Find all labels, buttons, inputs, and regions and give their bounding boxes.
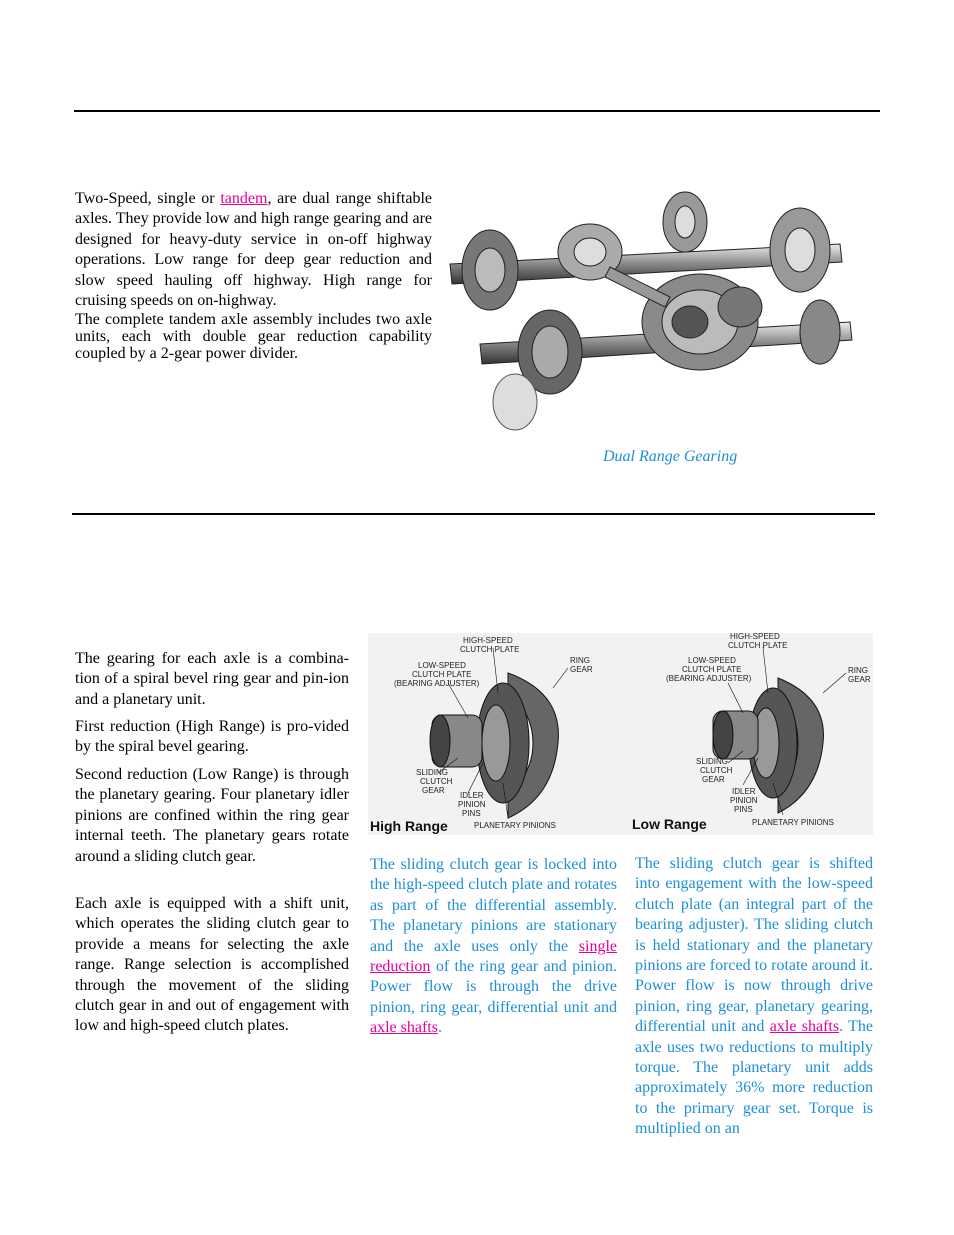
high-label-sl2: CLUTCH [420, 777, 453, 786]
high-range-text-2: of the ring gear and pinion. Power flow is through the drive pinion, ring gear, differential unit and [370, 958, 617, 1016]
single-reduction-link[interactable]: single reduction [370, 937, 617, 976]
high-label-hs1: HIGH-SPEED [463, 636, 513, 645]
axle-shafts-link-2[interactable]: axle shafts [769, 1018, 840, 1036]
low-range-diagram [632, 633, 871, 832]
low-label-sl1: SLIDING [696, 757, 729, 766]
high-range-text-1: The sliding clutch gear is locked into the high-speed clutch plate and rotates as part of the differential assembly. The planetary pinions are stationary and the axle uses only the [370, 856, 617, 955]
intro-text-start: Two-Speed, single or [75, 190, 221, 207]
high-label-sl1: SLIDING [416, 768, 449, 777]
high-range-diagram [370, 636, 593, 834]
low-label-ring1: RING [848, 666, 868, 675]
high-label-id1: IDLER [460, 791, 484, 800]
low-range-title: Low Range [632, 816, 707, 832]
low-label-id2: PINION [730, 796, 758, 805]
tandem-axle-illustration [440, 172, 860, 437]
low-range-text-1: The sliding clutch gear is shifted into engagement with the low-speed clutch plate (an integral part of the bearing adjuster). The sliding clutch is held stationary and the planetary pinions are forced to rotate around it. Power flow is now through drive pinion, ring gear, planetary gearing, differential unit and [635, 855, 873, 1036]
low-label-hs1: HIGH-SPEED [730, 633, 780, 641]
low-label-hs2: CLUTCH PLATE [728, 641, 788, 650]
high-range-description [370, 855, 617, 1039]
section-rule [72, 513, 875, 515]
low-label-id1: IDLER [732, 787, 756, 796]
tandem-assembly-paragraph: The complete tandem axle assembly includes two axle units, each with double gear reduction capability coupled by a 2-gear power divider. [75, 311, 432, 362]
low-label-id3: PINS [734, 805, 753, 814]
figure-caption: Dual Range Gearing [603, 448, 738, 465]
high-label-id3: PINS [462, 809, 481, 818]
gearing-paragraph: The gearing for each axle is a combina-tion of a spiral bevel ring gear and pin-ion and a planetary unit. [75, 650, 349, 708]
low-range-description [635, 854, 873, 1140]
high-label-planet: PLANETARY PINIONS [474, 821, 556, 830]
tandem-link[interactable]: tandem [220, 190, 268, 207]
intro-paragraph [75, 189, 432, 311]
high-label-ring2: GEAR [570, 665, 593, 674]
shift-unit-paragraph: Each axle is equipped with a shift unit, which operates the sliding clutch gear to provide a means for selecting the axle range. Range selection is accomplished through the movement of the sliding clutch gear in and out of engagement with low and high-speed clutch plates. [75, 895, 349, 1035]
second-reduction-paragraph: Second reduction (Low Range) is through the planetary gearing. Four planetary idler pinions are confined within the ring gear internal teeth. The planetary gears rotate around a sliding clutch gear. [75, 766, 349, 865]
axle-shafts-link[interactable]: axle shafts [370, 1019, 438, 1037]
intro-text-end: , are dual range shiftable axles. They provide low and high range gearing and are designed for heavy-duty service in on-off highway operations. Low range for deep gear reduction and slow speed hauling off highway. High range for cruising speeds on on-highway. [75, 190, 433, 310]
high-range-title: High Range [370, 818, 448, 834]
high-label-ls3: (BEARING ADJUSTER) [394, 679, 480, 688]
high-label-ls2: CLUTCH PLATE [412, 670, 472, 679]
low-range-text-2: . The axle uses two reductions to multiply torque. The planetary unit adds approximately 36% more reduction to the primary gear set. Torque is multiplied on an [635, 1018, 873, 1138]
first-reduction-paragraph: First reduction (High Range) is pro-vided by the spiral bevel gearing. [75, 718, 349, 756]
top-rule [74, 110, 880, 112]
high-label-id2: PINION [458, 800, 486, 809]
low-label-ls2: CLUTCH PLATE [682, 665, 742, 674]
low-label-planet: PLANETARY PINIONS [752, 818, 834, 827]
high-label-ring1: RING [570, 656, 590, 665]
range-gearing-illustration [368, 633, 873, 835]
low-label-sl3: GEAR [702, 775, 725, 784]
high-label-hs2: CLUTCH PLATE [460, 645, 520, 654]
high-label-ls1: LOW-SPEED [418, 661, 466, 670]
high-label-sl3: GEAR [422, 786, 445, 795]
low-label-ls3: (BEARING ADJUSTER) [666, 674, 752, 683]
high-range-text-3: . [437, 1019, 442, 1037]
low-label-ring2: GEAR [848, 675, 871, 684]
low-label-ls1: LOW-SPEED [688, 656, 736, 665]
low-label-sl2: CLUTCH [700, 766, 733, 775]
